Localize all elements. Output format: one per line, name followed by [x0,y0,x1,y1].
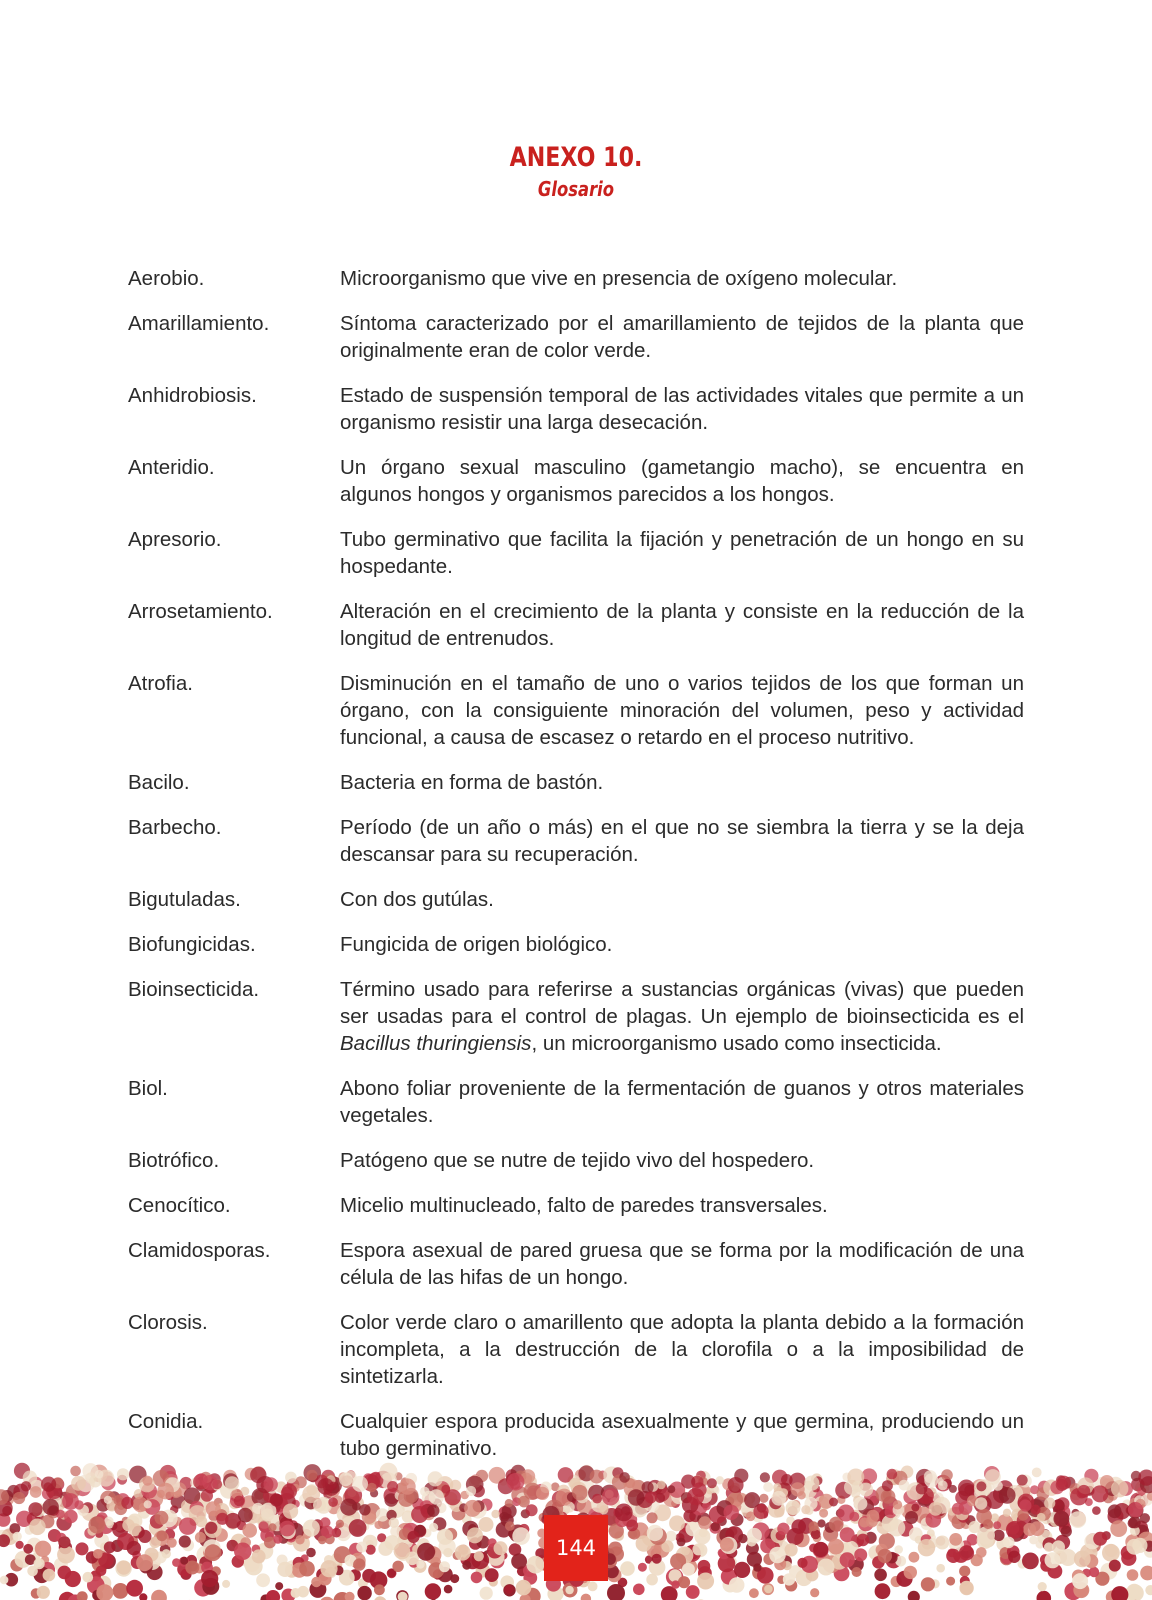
glossary-definition: Alteración en el crecimiento de la planta y consiste en la reducción de la longitud de entrenudos. [340,600,1024,650]
glossary-definition: Color verde claro o amarillento que adopta la planta debido a la formación incompleta, a la destrucción de la clorofila o a la imposibilidad de sintetizarla. [340,1311,1024,1388]
glossary-definition: Disminución en el tamaño de uno o varios tejidos de los que forman un órgano, con la consiguiente minoración del volumen, peso y actividad funcional, a causa de escasez o retardo en el proceso nutritivo. [340,672,1024,749]
glossary-term: Clorosis. [128,1311,208,1334]
glossary-entry [128,310,1024,364]
glossary-term: Arrosetamiento. [128,600,273,623]
glossary-definition: Cualquier espora producida asexualmente y que germina, produciendo un tubo germinativo. [340,1410,1024,1460]
glossary-term: Biol. [128,1077,168,1100]
glossary-term: Biofungicidas. [128,933,256,956]
glossary-entry [128,382,1024,436]
page-number-badge: 144 [544,1515,608,1581]
glossary-definition: Microorganismo que vive en presencia de oxígeno molecular. [340,267,898,290]
glossary-entry [128,886,1024,913]
glossary-term: Anteridio. [128,456,215,479]
glossary-term: Anhidrobiosis. [128,384,257,407]
glossary-entry [128,598,1024,652]
glossary-entry [128,1237,1024,1291]
glossary-term: Conidia. [128,1410,204,1433]
glossary-term: Aerobio. [128,267,205,290]
glossary-term: Amarillamiento. [128,312,270,335]
glossary-definition: Bacteria en forma de bastón. [340,771,604,794]
page-header [0,142,1152,201]
glossary-definition: Estado de suspensión temporal de las actividades vitales que permite a un organismo resistir una larga desecación. [340,384,1024,434]
glossary-definition: Espora asexual de pared gruesa que se forma por la modificación de una célula de las hifas de un hongo. [340,1239,1024,1289]
glossary-term: Bigutuladas. [128,888,241,911]
glossary-entry [128,265,1024,292]
glossary-definition [340,976,1024,1057]
glossary-entry [128,1075,1024,1129]
annex-title: ANEXO 10. [509,142,643,173]
definition-text-continued: , un microorganismo usado como insecticida. [531,1032,942,1055]
glossary-entry [128,1192,1024,1219]
glossary-definition: Patógeno que se nutre de tejido vivo del hospedero. [340,1149,815,1172]
annex-subtitle: Glosario [537,177,615,201]
glossary-definition: Tubo germinativo que facilita la fijación y penetración de un hongo en su hospedante. [340,528,1024,578]
glossary-entry [128,670,1024,751]
glossary-term: Apresorio. [128,528,222,551]
glossary-entry [128,931,1024,958]
glossary-definition: Fungicida de origen biológico. [340,933,613,956]
glossary-term: Bacilo. [128,771,190,794]
glossary-term: Clamidosporas. [128,1239,271,1262]
glossary-definition: Un órgano sexual masculino (gametangio macho), se encuentra en algunos hongos y organismos parecidos a los hongos. [340,456,1024,506]
glossary-definition: Con dos gutúlas. [340,888,494,911]
glossary-entry [128,1309,1024,1390]
glossary-entry [128,1147,1024,1174]
glossary-entry [128,526,1024,580]
glossary-term: Barbecho. [128,816,222,839]
glossary-definition: Período (de un año o más) en el que no se siembra la tierra y se la deja descansar para su recuperación. [340,816,1024,866]
glossary-definition: Síntoma caracterizado por el amarillamiento de tejidos de la planta que originalmente eran de color verde. [340,312,1024,362]
definition-text: Término usado para referirse a sustancias orgánicas (vivas) que pueden ser usadas para el control de plagas. Un ejemplo de bioinsecticida es el [340,978,1024,1028]
glossary-term: Bioinsecticida. [128,978,260,1001]
glossary-term: Atrofia. [128,672,193,695]
glossary-entry [128,769,1024,796]
glossary-entry [128,976,1024,1057]
glossary-entry [128,454,1024,508]
glossary-entry [128,814,1024,868]
glossary-term: Biotrófico. [128,1149,220,1172]
glossary-term: Cenocítico. [128,1194,231,1217]
glossary-definition: Abono foliar proveniente de la fermentación de guanos y otros materiales vegetales. [340,1077,1024,1127]
glossary-list [128,265,1024,1480]
glossary-definition: Micelio multinucleado, falto de paredes transversales. [340,1194,828,1217]
scientific-name: Bacillus thuringiensis [340,1032,532,1055]
